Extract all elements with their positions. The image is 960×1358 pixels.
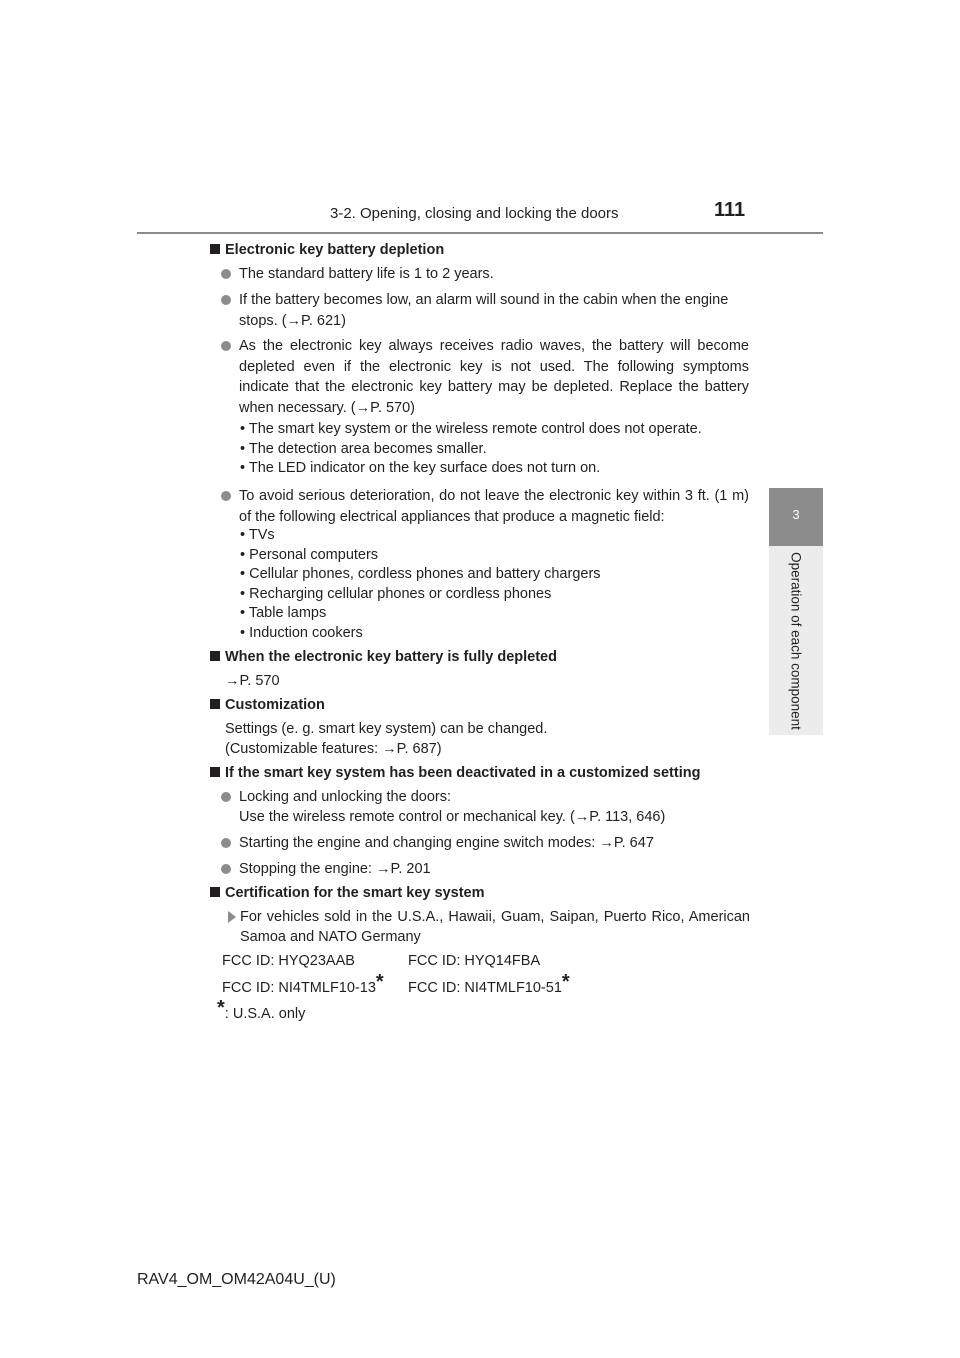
applicability-note: For vehicles sold in the U.S.A., Hawaii, Guam, Saipan, Puerto Rico, American Samoa and NATO Germany (228, 907, 748, 947)
bullet-item: To avoid serious deterioration, do not leave the electronic key within 3 ft. (1 m) of the following electrical appliances that produce a magnetic field: (221, 486, 749, 528)
section-heading: When the electronic key battery is fully depleted (210, 649, 557, 665)
fcc-id-starred: FCC ID: NI4TMLF10-51* (408, 971, 570, 996)
list-item: • Induction cookers (240, 624, 363, 641)
section-title: 3-2. Opening, closing and locking the doors (330, 205, 619, 222)
bullet-item: Stopping the engine: →P. 201 (221, 859, 749, 879)
bullet-item: The standard battery life is 1 to 2 years. (221, 264, 749, 284)
paragraph-line: Settings (e. g. smart key system) can be changed. (225, 721, 548, 737)
list-item: • The smart key system or the wireless remote control does not operate. (240, 421, 702, 437)
list-item: • Recharging cellular phones or cordless phones (240, 585, 552, 602)
section-heading: Customization (210, 697, 325, 713)
paragraph-line: (Customizable features: →P. 687) (225, 741, 442, 757)
square-bullet-icon (210, 699, 220, 709)
chapter-title: Operation of each component (788, 551, 804, 730)
section-heading: If the smart key system has been deactivated in a customized setting (210, 765, 700, 781)
circle-bullet-icon (221, 491, 231, 501)
page-header (0, 0, 960, 240)
circle-bullet-icon (221, 838, 231, 848)
square-bullet-icon (210, 767, 220, 777)
list-item: • The detection area becomes smaller. (240, 440, 487, 457)
page-number: 111 (714, 199, 746, 221)
triangle-bullet-icon (228, 911, 236, 923)
section-heading: Electronic key battery depletion (210, 242, 444, 258)
bullet-item: Locking and unlocking the doors: Use the wireless remote control or mechanical key. (→P. 113, 646) (221, 787, 749, 827)
footnote: *: U.S.A. only (217, 997, 306, 1022)
list-item: • The LED indicator on the key surface does not turn on. (240, 460, 601, 476)
circle-bullet-icon (221, 341, 231, 351)
list-item: • TVs (240, 527, 275, 543)
section-heading: Certification for the smart key system (210, 885, 484, 901)
fcc-id: FCC ID: HYQ23AAB (222, 953, 355, 969)
document-id: RAV4_OM_OM42A04U_(U) (137, 1271, 336, 1288)
appliance-list (240, 526, 601, 643)
page-reference: →P. 570 (225, 673, 280, 689)
list-item: • Personal computers (240, 546, 379, 563)
list-item: • Cellular phones, cordless phones and battery chargers (240, 566, 601, 582)
list-item: • Table lamps (240, 605, 327, 621)
circle-bullet-icon (221, 792, 231, 802)
fcc-id: FCC ID: HYQ14FBA (408, 953, 541, 969)
header-divider (137, 232, 823, 234)
fcc-id-starred: FCC ID: NI4TMLF10-13* (222, 971, 384, 996)
bullet-item: If the battery becomes low, an alarm will sound in the cabin when the engine stops. (→P. 621) (221, 290, 749, 331)
asterisk-mark: * (375, 971, 384, 993)
chapter-label-wrap (769, 546, 823, 735)
circle-bullet-icon (221, 269, 231, 279)
chapter-tab[interactable] (769, 488, 823, 546)
bullet-item: As the electronic key always receives radio waves, the battery will become depleted even if the electronic key is not used. The following symptoms indicate that the electronic key battery may be depleted. Replace the battery when necessary. (→P. 570) (221, 336, 749, 418)
bullet-item: Starting the engine and changing engine switch modes: →P. 647 (221, 833, 749, 853)
square-bullet-icon (210, 651, 220, 661)
symptom-list (240, 420, 702, 479)
square-bullet-icon (210, 887, 220, 897)
square-bullet-icon (210, 244, 220, 254)
circle-bullet-icon (221, 295, 231, 305)
asterisk-mark: * (561, 971, 570, 993)
chapter-number: 3 (792, 507, 800, 522)
circle-bullet-icon (221, 864, 231, 874)
asterisk-mark: * (217, 997, 225, 1019)
